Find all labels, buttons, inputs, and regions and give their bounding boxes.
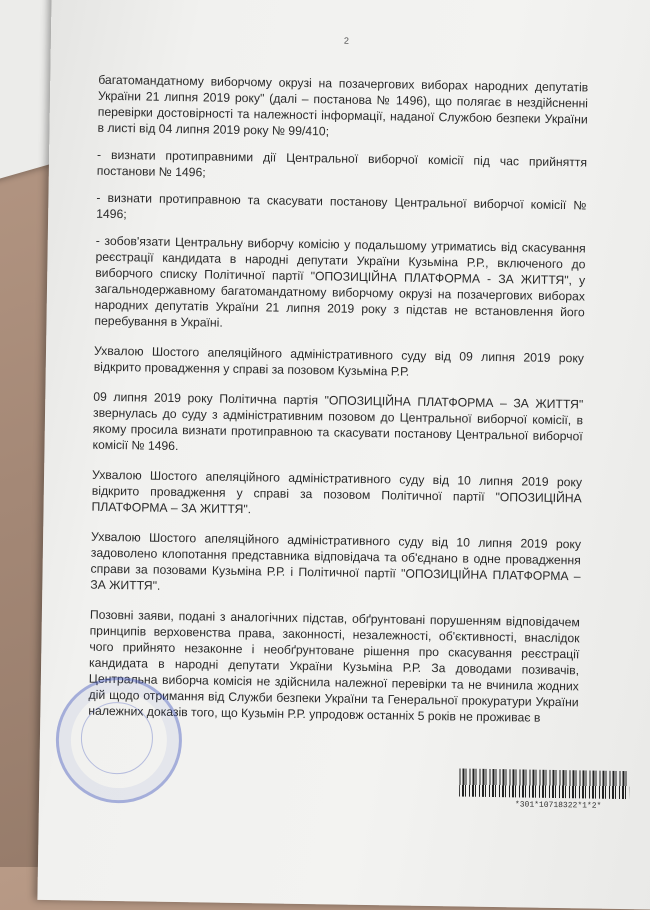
- paragraph: - визнати протиправними дії Центральної виборчої комісії під час прийняття постанови № 1496;: [96, 147, 588, 180]
- paragraph: Ухвалою Шостого апеляційного адміністративного суду від 10 липня 2019 року задоволено клопотання представника відповідача та об'єднано в одне провадження справи за позовами Кузьміна Р.Р. і Політичної партії "ОПОЗИЦІЙНА ПЛАТФОРМА – ЗА ЖИТТЯ".: [90, 529, 582, 593]
- barcode: [459, 768, 629, 799]
- paragraph: - визнати протиправною та скасувати постанову Центральної виборчої комісії № 1496;: [96, 190, 587, 222]
- document-body: [88, 72, 588, 741]
- paragraph: Ухвалою Шостого апеляційного адміністративного суду від 10 липня 2019 року відкрито провадження у справі за позовом Політичної партії "ОПОЗИЦІЙНА ПЛАТФОРМА – ЗА ЖИТТЯ".: [91, 467, 583, 517]
- page-number: 2: [343, 35, 350, 46]
- paragraph: багатомандатному виборчому окрузі на позачергових виборах народних депутатів України 21 липня 2019 року" (далі – постанова № 1496), що полягає в нездійсненні перевірки достовірності та належності інформації, наданої Службою безпеки України в листі від 04 липня 2019 року № 99/410;: [97, 72, 589, 139]
- paragraph: - зобов'язати Центральну виборчу комісію у подальшому утриматись від скасування реєстрації кандидата в народні депутати України Кузьміна Р.Р., включеного до виборчого списку Політичної партії "ОПОЗИЦІЙНА ПЛАТФОРМА - ЗА ЖИТТЯ", у загальнодержавному багатомандатному виборчому окрузі на позачергових виборах народних депутатів України 21 липня 2019 року з підстав не встановлення його перебування в Україні.: [94, 233, 586, 330]
- paragraph: 09 липня 2019 року Політична партія "ОПОЗИЦІЙНА ПЛАТФОРМА – ЗА ЖИТТЯ" звернулась до суду з адміністративним позовом до Центральної виборчої комісії, в якому просила визнати протиправною та скасувати постанову Центральної виборчої комісії № 1496.: [92, 389, 584, 454]
- paragraph: Позовні заяви, подані з аналогічних підстав, обґрунтовані порушенням відповідачем принципів верховенства права, законності, незалежності, об'єктивності, внаслідок чого прийнято незаконне і необґрунтоване рішення про скасування реєстрації кандидата в народні депутати України Кузьміна Р.Р. За доводами позивачів, Центральна виборча комісія не здійснила належної перевірки та не вчинила жодних дій щодо отримання від Служби безпеки України та Генеральної прокуратури України належних доказів того, що Кузьмін Р.Р. упродовж останніх 5 років не проживає в: [88, 607, 580, 725]
- document-page: [37, 0, 650, 910]
- court-stamp-inner-ring: [80, 702, 153, 775]
- paragraph: Ухвалою Шостого апеляційного адміністративного суду від 09 липня 2019 року відкрито провадження у справі за позовом Кузьміна Р.Р.: [93, 343, 585, 379]
- barcode-number: *301*10718322*1*2*: [514, 800, 602, 811]
- court-stamp: [55, 676, 183, 804]
